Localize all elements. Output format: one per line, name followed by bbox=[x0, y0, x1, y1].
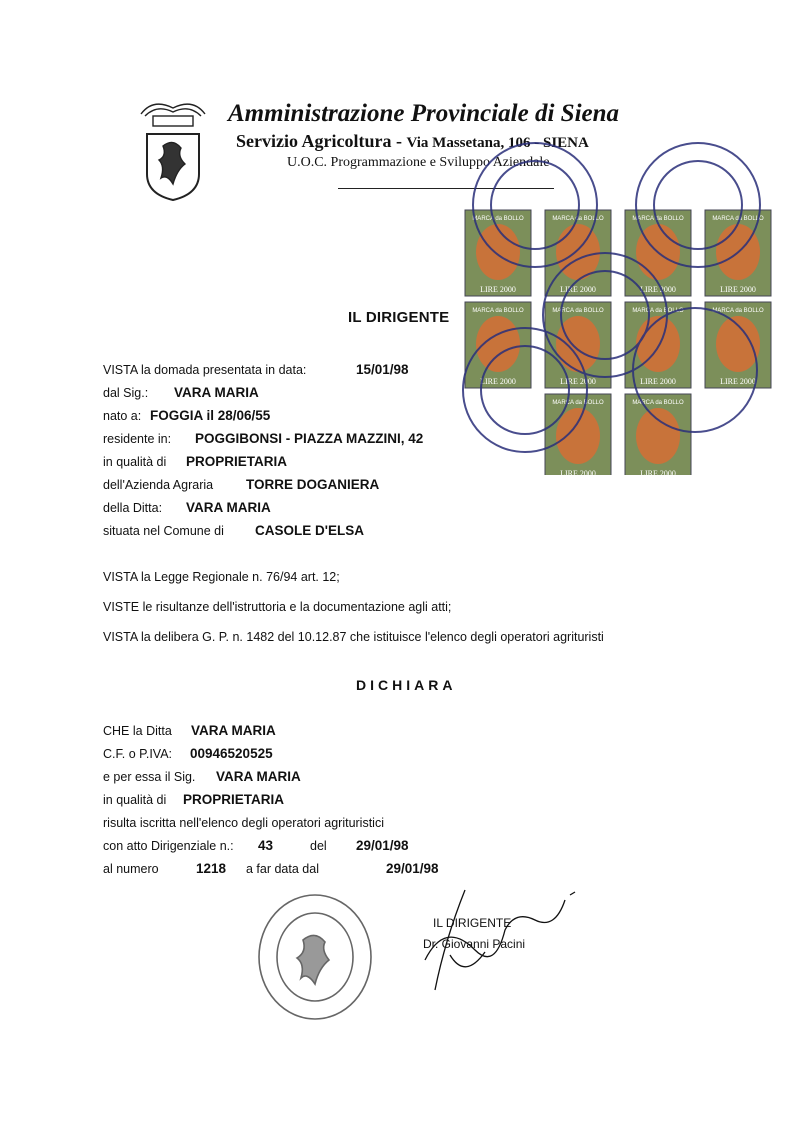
request-date-label: VISTA la domada presentata in data: bbox=[103, 363, 307, 377]
request-date-value: 15/01/98 bbox=[356, 362, 409, 377]
decl-registered-text: risulta iscritta nell'elenco degli operatori agrituristici bbox=[103, 816, 384, 830]
decl-act-del-label: del bbox=[310, 839, 327, 853]
svg-text:LIRE 2000: LIRE 2000 bbox=[560, 377, 596, 386]
revenue-stamp bbox=[545, 394, 611, 475]
decl-role-label: in qualità di bbox=[103, 793, 167, 807]
header-title: Amministrazione Provinciale di Siena bbox=[228, 100, 620, 127]
official-seal-icon bbox=[255, 890, 375, 1025]
svg-text:MARCA da BOLLO: MARCA da BOLLO bbox=[632, 400, 684, 406]
svg-text:MARCA da BOLLO: MARCA da BOLLO bbox=[552, 216, 604, 222]
svg-text:LIRE 2000: LIRE 2000 bbox=[480, 285, 516, 294]
svg-text:MARCA da BOLLO: MARCA da BOLLO bbox=[552, 308, 604, 314]
heading-dirigente: IL DIRIGENTE bbox=[348, 309, 450, 326]
revenue-stamp bbox=[545, 302, 611, 388]
decl-act-number: 43 bbox=[258, 838, 274, 853]
decl-company-label: CHE la Ditta bbox=[103, 724, 172, 738]
consideration-resolution: VISTA la delibera G. P. n. 1482 del 10.12.87 che istituisce l'elenco degli operatori agrituristi bbox=[103, 630, 604, 644]
revenue-stamp bbox=[625, 394, 691, 475]
decl-act-date: 29/01/98 bbox=[356, 838, 409, 853]
decl-number-value: 1218 bbox=[196, 861, 227, 876]
svg-text:MARCA da BOLLO: MARCA da BOLLO bbox=[552, 400, 604, 406]
header-address: Via Massetana, 106 - SIENA bbox=[406, 135, 589, 151]
header-unit: U.O.C. Programmazione e Sviluppo Aziendale bbox=[287, 155, 550, 170]
decl-company-value: VARA MARIA bbox=[191, 723, 276, 738]
revenue-stamp bbox=[465, 302, 531, 388]
svg-text:LIRE 2000: LIRE 2000 bbox=[560, 469, 596, 475]
revenue-stamp bbox=[625, 302, 691, 388]
consideration-law: VISTA la Legge Regionale n. 76/94 art. 12; bbox=[103, 570, 340, 584]
decl-act-label: con atto Dirigenziale n.: bbox=[103, 839, 234, 853]
coat-of-arms-icon bbox=[133, 94, 213, 204]
municipality-label: situata nel Comune di bbox=[103, 524, 224, 538]
applicant-label: dal Sig.: bbox=[103, 386, 149, 400]
birth-label: nato a: bbox=[103, 409, 142, 423]
residence-value: POGGIBONSI - PIAZZA MAZZINI, 42 bbox=[195, 431, 424, 446]
svg-text:LIRE 2000: LIRE 2000 bbox=[640, 377, 676, 386]
svg-text:MARCA da BOLLO: MARCA da BOLLO bbox=[472, 216, 524, 222]
decl-number-label: al numero bbox=[103, 862, 159, 876]
svg-text:MARCA da BOLLO: MARCA da BOLLO bbox=[712, 308, 764, 314]
farm-label: dell'Azienda Agraria bbox=[103, 478, 214, 492]
birth-value: FOGGIA il 28/06/55 bbox=[150, 408, 271, 423]
svg-text:LIRE 2000: LIRE 2000 bbox=[720, 285, 756, 294]
svg-text:LIRE 2000: LIRE 2000 bbox=[480, 377, 516, 386]
revenue-stamps-block bbox=[455, 130, 785, 475]
company-value: VARA MARIA bbox=[186, 500, 271, 515]
svg-text:MARCA da BOLLO: MARCA da BOLLO bbox=[472, 308, 524, 314]
applicant-value: VARA MARIA bbox=[174, 385, 259, 400]
signature-name: Dr. Giovanni Pacini bbox=[423, 937, 526, 951]
farm-value: TORRE DOGANIERA bbox=[246, 477, 380, 492]
residence-label: residente in: bbox=[103, 432, 172, 446]
svg-text:MARCA da BOLLO: MARCA da BOLLO bbox=[712, 216, 764, 222]
decl-person-label: e per essa il Sig. bbox=[103, 770, 196, 784]
company-label: della Ditta: bbox=[103, 501, 163, 515]
svg-text:LIRE 2000: LIRE 2000 bbox=[720, 377, 756, 386]
svg-text:MARCA da BOLLO: MARCA da BOLLO bbox=[632, 308, 684, 314]
decl-vat-value: 00946520525 bbox=[190, 746, 273, 761]
municipality-value: CASOLE D'ELSA bbox=[255, 523, 364, 538]
header-service-label: Servizio Agricoltura - bbox=[236, 131, 402, 151]
revenue-stamp bbox=[705, 302, 771, 388]
decl-from-date: 29/01/98 bbox=[386, 861, 439, 876]
decl-from-label: a far data dal bbox=[246, 862, 319, 876]
decl-role-value: PROPRIETARIA bbox=[183, 792, 285, 807]
decl-vat-label: C.F. o P.IVA: bbox=[103, 747, 173, 761]
heading-dichiara: DICHIARA bbox=[356, 677, 457, 693]
svg-text:MARCA da BOLLO: MARCA da BOLLO bbox=[632, 216, 684, 222]
svg-text:LIRE 2000: LIRE 2000 bbox=[640, 469, 676, 475]
role-label: in qualità di bbox=[103, 455, 167, 469]
consideration-findings: VISTE le risultanze dell'istruttoria e la documentazione agli atti; bbox=[103, 600, 452, 614]
role-value: PROPRIETARIA bbox=[186, 454, 288, 469]
svg-text:LIRE 2000: LIRE 2000 bbox=[560, 285, 596, 294]
svg-text:LIRE 2000: LIRE 2000 bbox=[640, 285, 676, 294]
decl-person-value: VARA MARIA bbox=[216, 769, 301, 784]
signature-title: IL DIRIGENTE bbox=[433, 916, 512, 930]
